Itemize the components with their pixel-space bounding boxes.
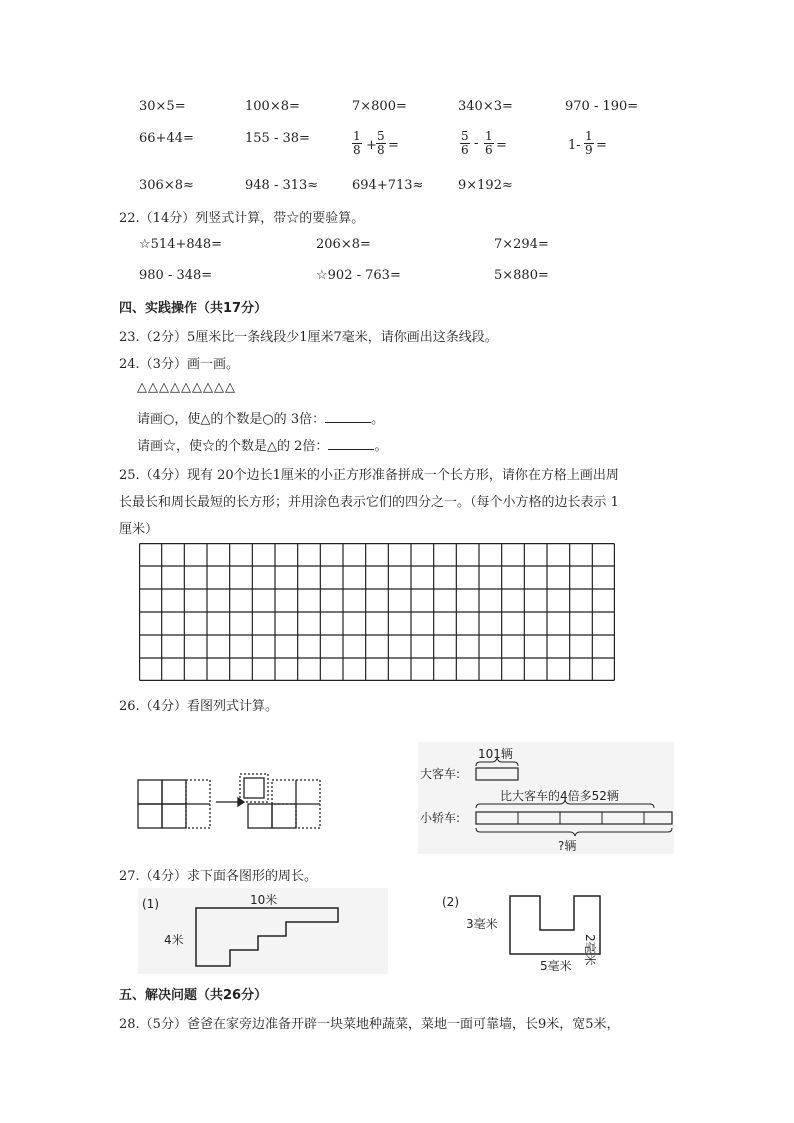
bus-car-diagram bbox=[418, 742, 674, 854]
question-26: 26.（4分）看图列式计算。 bbox=[119, 699, 278, 714]
square-rearrange-figure bbox=[136, 768, 326, 834]
calc-6: 66+44= bbox=[139, 131, 194, 146]
q24-part-a: 请画○，使△的个数是○的 3倍： 。 bbox=[137, 412, 385, 427]
estimate-1: 306×8≈ bbox=[139, 178, 194, 193]
fig1-top-label: 10米 bbox=[250, 893, 278, 907]
vertical-calc-2: 206×8= bbox=[316, 237, 371, 252]
bus-label: 大客车: bbox=[420, 767, 461, 781]
fig1-left-label: 4米 bbox=[164, 933, 184, 947]
calc-4: 340×3= bbox=[458, 99, 513, 114]
question-25-line-3: 厘米） bbox=[119, 522, 159, 537]
answer-blank-a[interactable] bbox=[325, 410, 371, 423]
vertical-calc-6: 5×880= bbox=[494, 268, 549, 283]
fig1-tag: (1) bbox=[142, 897, 159, 911]
fig2-bottom-label: 5毫米 bbox=[540, 959, 572, 973]
question-25-line-2: 长最长和周长最短的长方形；并用涂色表示它们的四分之一。（每个小方格的边长表示 1 bbox=[119, 495, 619, 510]
car-label: 小轿车: bbox=[420, 811, 461, 825]
calc-1: 30×5= bbox=[139, 99, 186, 114]
fig2-tag: (2) bbox=[442, 895, 459, 909]
question-25-line-1: 25.（4分）现有 20个边长1厘米的小正方形准备拼成一个长方形，请你在方格上画出周 bbox=[119, 468, 619, 483]
fig2-left-label: 3毫米 bbox=[466, 917, 498, 931]
vertical-calc-5: ☆902 - 763= bbox=[316, 268, 401, 283]
vertical-calc-1: ☆514+848= bbox=[139, 237, 223, 252]
question-27: 27.（4分）求下面各图形的周长。 bbox=[119, 869, 317, 884]
square-grid[interactable] bbox=[139, 543, 615, 681]
estimate-3: 694+713≈ bbox=[352, 178, 424, 193]
fig2-right-label: 2毫米 bbox=[583, 934, 597, 966]
car-note-label: 比大客车的4倍多52辆 bbox=[500, 789, 619, 803]
question-24: 24.（3分）画一画。 bbox=[119, 357, 239, 372]
estimate-4: 9×192≈ bbox=[458, 178, 513, 193]
vertical-calc-4: 980 - 348= bbox=[139, 268, 213, 283]
question-22: 22.（14分）列竖式计算，带☆的要验算。 bbox=[119, 211, 365, 226]
calc-3: 7×800= bbox=[352, 99, 407, 114]
question-28: 28.（5分）爸爸在家旁边准备开辟一块菜地种蔬菜，菜地一面可靠墙，长9米，宽5米， bbox=[119, 1017, 620, 1032]
calc-5: 970 - 190= bbox=[565, 99, 639, 114]
q24-part-b: 请画☆，使☆的个数是△的 2倍： 。 bbox=[137, 439, 388, 454]
calc-2: 100×8= bbox=[245, 99, 300, 114]
estimate-2: 948 - 313≈ bbox=[245, 178, 319, 193]
answer-blank-b[interactable] bbox=[328, 437, 374, 450]
section-4-heading: 四、实践操作（共17分） bbox=[119, 301, 268, 316]
calc-7: 155 - 38= bbox=[245, 131, 310, 146]
u-shape-figure bbox=[440, 888, 620, 974]
question-count-label: ?辆 bbox=[558, 839, 577, 853]
stair-shape-figure bbox=[138, 888, 388, 974]
vertical-calc-3: 7×294= bbox=[494, 237, 549, 252]
triangle-row: △△△△△△△△△ bbox=[137, 380, 236, 395]
section-5-heading: 五、解决问题（共26分） bbox=[119, 988, 268, 1003]
question-23: 23.（2分）5厘米比一条线段少1厘米7毫米，请你画出这条线段。 bbox=[119, 330, 498, 345]
bus-count-label: 101辆 bbox=[478, 747, 513, 761]
